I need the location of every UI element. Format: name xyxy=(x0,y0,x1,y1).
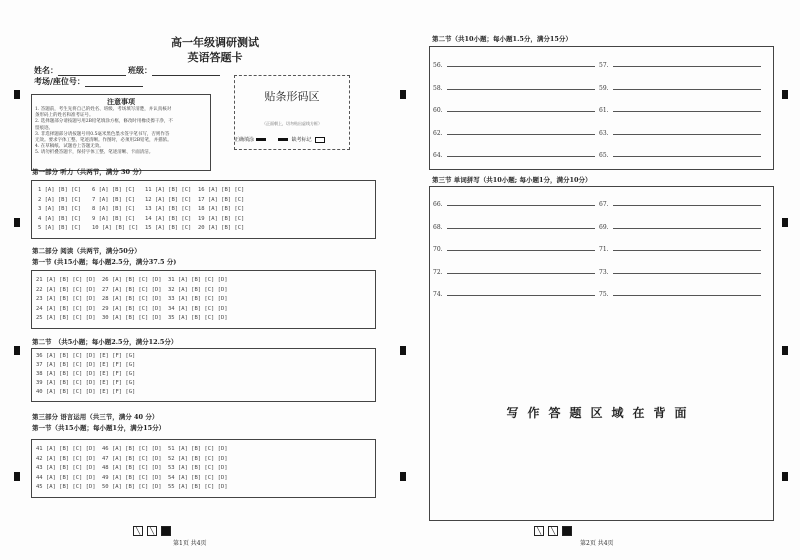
answer-line[interactable] xyxy=(599,130,761,137)
answer-option-row[interactable] xyxy=(36,484,96,490)
question-number: 22 xyxy=(36,286,43,293)
answer-underline[interactable] xyxy=(613,201,761,206)
question-number: 5 xyxy=(38,225,42,231)
question-number: 13 xyxy=(145,206,152,212)
question-number: 15 xyxy=(145,225,152,231)
question-number: 16 xyxy=(198,187,205,193)
question-number: 62. xyxy=(433,129,443,137)
notice-line: 3. 非选择题部分请按题号用0.5毫米黑色墨水签字笔书写，否则作答 xyxy=(35,131,170,137)
answer-option-row[interactable] xyxy=(92,206,135,212)
answer-option-row[interactable] xyxy=(36,475,96,481)
answer-option-row[interactable] xyxy=(102,306,162,312)
answer-option-row[interactable] xyxy=(168,446,228,452)
question-number: 61. xyxy=(599,107,609,114)
answer-option-row[interactable] xyxy=(198,225,244,231)
option-brackets[interactable]: [A] [B] [C] [D] [E] [F] [G] xyxy=(45,371,136,377)
answer-line[interactable] xyxy=(433,246,595,253)
registration-mark xyxy=(400,90,406,99)
answer-option-row[interactable] xyxy=(102,456,162,462)
question-number: 46 xyxy=(102,446,109,452)
option-brackets[interactable]: [A] [B] [C] [D] xyxy=(177,446,228,452)
option-brackets[interactable]: [A] [B] [C] [D] xyxy=(177,277,228,283)
page-subtitle: 英语答题卡 xyxy=(187,51,243,64)
question-number: 72. xyxy=(433,268,443,276)
question-number: 11 xyxy=(145,187,152,193)
answer-option-row[interactable] xyxy=(36,287,96,293)
answer-line[interactable] xyxy=(433,62,595,69)
answer-option-row[interactable] xyxy=(36,296,96,302)
option-brackets[interactable]: [A] [B] [C] xyxy=(98,206,136,212)
answer-option-row[interactable] xyxy=(102,287,162,293)
question-number: 69. xyxy=(599,223,609,231)
name-field[interactable] xyxy=(34,65,126,76)
question-number: 45 xyxy=(36,484,43,490)
question-number: 7 xyxy=(92,196,96,203)
answer-option-row[interactable] xyxy=(198,197,244,203)
answer-option-row[interactable] xyxy=(38,225,81,231)
notice-line: 4. 在草稿纸、试题卷上答题无效。 xyxy=(35,144,104,150)
spelling-box xyxy=(429,186,774,521)
answer-option-row[interactable] xyxy=(145,197,191,203)
registration-mark xyxy=(782,218,788,227)
registration-mark xyxy=(14,472,20,481)
question-number: 56. xyxy=(433,62,443,69)
answer-option-row[interactable] xyxy=(38,197,81,203)
notice-line: 2. 选择题部分请按题号用2B铅笔填涂方框，修改时用橡皮擦干净，不 xyxy=(35,119,173,125)
question-number: 74. xyxy=(433,291,443,298)
answer-underline[interactable] xyxy=(447,85,595,90)
option-brackets[interactable]: [A] [B] [C] [D] xyxy=(45,446,96,452)
question-number: 29 xyxy=(102,305,109,312)
question-number: 33 xyxy=(168,296,175,302)
notice-line: 条形码上的姓名和准考证号。 xyxy=(35,113,94,119)
answer-line[interactable] xyxy=(433,291,595,298)
question-number: 60. xyxy=(433,107,443,114)
question-number: 47 xyxy=(102,455,109,462)
class-label: 班级： xyxy=(128,65,152,75)
question-number: 67. xyxy=(599,201,609,208)
notice-line: 5. 请勿折叠答题卡，保持字体工整、笔迹清晰、卡面清洁。 xyxy=(35,150,154,156)
option-brackets[interactable]: [A] [B] [C] xyxy=(44,187,82,193)
room-seat-label: 考场/座位号： xyxy=(34,76,85,86)
answer-option-row[interactable] xyxy=(168,456,228,462)
question-number: 52 xyxy=(168,455,175,462)
question-number: 25 xyxy=(36,315,43,321)
answer-option-row[interactable] xyxy=(198,206,244,212)
answer-option-row[interactable] xyxy=(36,456,96,462)
class-field[interactable] xyxy=(128,65,220,76)
answer-option-row[interactable] xyxy=(145,216,191,222)
answer-option-row[interactable] xyxy=(38,187,81,193)
answer-option-row[interactable] xyxy=(92,187,135,193)
notice-line: 留痕迹。 xyxy=(35,125,53,131)
answer-line[interactable] xyxy=(599,246,761,253)
part1-heading: 第一部分 听力（共两节，满分 30 分） xyxy=(32,168,146,176)
writing-on-back-notice: 写作答题区域在背面 xyxy=(506,406,696,420)
option-brackets[interactable]: [A] [B] [C] [D] xyxy=(111,286,162,293)
answer-option-row[interactable] xyxy=(102,315,162,321)
option-brackets[interactable]: [A] [B] [C] [D] xyxy=(111,296,162,302)
missing-mark-label: 缺考标记 xyxy=(291,137,312,143)
option-brackets[interactable]: [A] [B] [C] [D] xyxy=(111,315,162,321)
question-number: 39 xyxy=(36,380,43,386)
question-number: 17 xyxy=(198,196,205,203)
answer-underline[interactable] xyxy=(613,224,761,229)
question-number: 3 xyxy=(38,206,42,212)
answer-option-row[interactable] xyxy=(36,380,135,386)
answer-option-row[interactable] xyxy=(168,315,228,321)
answer-line[interactable] xyxy=(433,152,595,159)
registration-mark xyxy=(782,346,788,355)
right-sec3-heading: 第三节 单词拼写（共10小题; 每小题1分，满分10分） xyxy=(432,176,592,184)
question-number: 34 xyxy=(168,305,175,312)
registration-mark xyxy=(400,472,406,481)
question-number: 66. xyxy=(433,201,443,208)
answer-option-row[interactable] xyxy=(36,371,135,377)
answer-line[interactable] xyxy=(599,152,761,159)
answer-line[interactable] xyxy=(599,224,761,231)
option-brackets[interactable]: [A] [B] [C] [D] xyxy=(177,286,228,293)
filled-swatch-icon xyxy=(256,138,266,141)
answer-option-row[interactable] xyxy=(92,225,138,231)
option-brackets[interactable]: [A] [B] [C] [D] xyxy=(177,315,228,321)
barcode-label: 贴条形码区 xyxy=(264,90,320,103)
option-brackets[interactable]: [A] [B] [C] [D] xyxy=(45,315,96,321)
question-number: 55 xyxy=(168,484,175,490)
answer-option-row[interactable] xyxy=(36,306,96,312)
page-marker-icon: ╲ xyxy=(548,526,558,536)
question-number: 23 xyxy=(36,296,43,302)
answer-line[interactable] xyxy=(599,201,761,208)
option-brackets[interactable]: [A] [B] [C] [D] xyxy=(111,465,162,471)
question-number: 14 xyxy=(145,215,152,222)
question-number: 54 xyxy=(168,474,175,481)
answer-line[interactable] xyxy=(433,107,595,114)
registration-mark xyxy=(782,90,788,99)
answer-option-row[interactable] xyxy=(168,277,228,283)
question-number: 30 xyxy=(102,315,109,321)
page-marker-icon: ╲ xyxy=(147,526,157,536)
question-number: 12 xyxy=(145,196,152,203)
footer-left-page: 第1页 共4页 xyxy=(173,540,207,547)
registration-mark xyxy=(14,218,20,227)
answer-line[interactable] xyxy=(599,291,761,298)
answer-underline[interactable] xyxy=(613,130,761,135)
option-brackets[interactable]: [A] [B] [C] [D] xyxy=(111,305,162,312)
part2-sec1-heading: 第一节 (共15小题；每小题2.5分，满分37.5 分) xyxy=(32,258,177,266)
answer-option-row[interactable] xyxy=(36,362,135,368)
question-number: 64. xyxy=(433,152,443,159)
question-number: 51 xyxy=(168,446,175,452)
question-number: 32 xyxy=(168,286,175,293)
option-brackets[interactable]: [A] [B] [C] [D] [E] [F] [G] xyxy=(45,380,136,386)
answer-line[interactable] xyxy=(433,85,595,92)
page-marker-icon xyxy=(161,526,171,536)
question-number: 21 xyxy=(36,277,43,283)
option-brackets[interactable]: [A] [B] [C] xyxy=(154,196,192,203)
option-brackets[interactable]: [A] [B] [C] xyxy=(98,215,136,222)
question-number: 75. xyxy=(599,291,609,298)
registration-mark xyxy=(14,90,20,99)
answer-option-row[interactable] xyxy=(168,306,228,312)
question-number: 44 xyxy=(36,474,43,481)
question-number: 6 xyxy=(92,187,96,193)
answer-option-row[interactable] xyxy=(168,287,228,293)
question-number: 65. xyxy=(599,152,609,159)
question-number: 20 xyxy=(198,225,205,231)
answer-option-row[interactable] xyxy=(145,187,191,193)
answer-underline[interactable] xyxy=(613,291,761,296)
option-brackets[interactable]: [A] [B] [C] [D] xyxy=(111,484,162,490)
answer-option-row[interactable] xyxy=(92,197,135,203)
answer-underline[interactable] xyxy=(613,246,761,251)
option-brackets[interactable]: [A] [B] [C] [D] xyxy=(45,286,96,293)
notice-line: 无效。要求字体工整、笔迹清晰。作图时，必须用2B铅笔，并描浓。 xyxy=(35,138,172,144)
registration-mark xyxy=(782,472,788,481)
question-number: 48 xyxy=(102,465,109,471)
question-number: 73. xyxy=(599,268,609,276)
barcode-hint: （正面朝上，切勿贴出虚线方框） xyxy=(262,121,322,126)
answer-underline[interactable] xyxy=(613,85,761,90)
notice-line: 1. 答题前，考生先将自己的姓名、班级、考场填写清楚，并认真核对 xyxy=(35,107,172,112)
answer-option-row[interactable] xyxy=(145,206,191,212)
answer-line[interactable] xyxy=(599,269,761,276)
answer-line[interactable] xyxy=(433,130,595,137)
question-number: 57. xyxy=(599,62,609,69)
answer-underline[interactable] xyxy=(447,152,595,157)
option-brackets[interactable]: [A] [B] [C] [D] xyxy=(177,474,228,481)
option-brackets[interactable]: [A] [B] [C] xyxy=(44,206,82,212)
answer-underline[interactable] xyxy=(613,152,761,157)
name-label: 姓名： xyxy=(34,65,58,75)
option-brackets[interactable]: [A] [B] [C] [D] xyxy=(111,455,162,462)
option-brackets[interactable]: [A] [B] [C] xyxy=(154,225,192,231)
fill-legend xyxy=(234,136,325,143)
option-brackets[interactable]: [A] [B] [C] xyxy=(154,187,192,193)
option-brackets[interactable]: [A] [B] [C] [D] xyxy=(177,305,228,312)
question-number: 35 xyxy=(168,315,175,321)
option-brackets[interactable]: [A] [B] [C] [D] xyxy=(45,277,96,283)
option-brackets[interactable]: [A] [B] [C] xyxy=(44,215,82,222)
question-number: 18 xyxy=(198,206,205,212)
question-number: 19 xyxy=(198,215,205,222)
answer-line[interactable] xyxy=(599,107,761,114)
option-brackets[interactable]: [A] [B] [C] [D] xyxy=(111,474,162,481)
notice-box xyxy=(31,94,211,171)
answer-option-row[interactable] xyxy=(36,446,96,452)
question-number: 38 xyxy=(36,371,43,377)
option-brackets[interactable]: [A] [B] [C] [D] xyxy=(177,296,228,302)
question-number: 37 xyxy=(36,362,43,368)
answer-option-row[interactable] xyxy=(102,446,162,452)
question-number: 71. xyxy=(599,246,609,253)
option-brackets[interactable]: [A] [B] [C] xyxy=(207,215,245,222)
correct-fill-label: 正确填涂 xyxy=(234,137,255,143)
question-number: 26 xyxy=(102,277,109,283)
option-brackets[interactable]: [A] [B] [C] [D] [E] [F] [G] xyxy=(45,362,136,368)
answer-option-row[interactable] xyxy=(36,277,96,283)
answer-underline[interactable] xyxy=(447,224,595,229)
option-brackets[interactable]: [A] [B] [C] [D] xyxy=(111,277,162,283)
option-brackets[interactable]: [A] [B] [C] xyxy=(207,225,245,231)
option-brackets[interactable]: [A] [B] [C] xyxy=(98,196,136,203)
question-number: 36 xyxy=(36,353,43,359)
question-number: 53 xyxy=(168,465,175,471)
question-number: 59. xyxy=(599,84,609,92)
option-brackets[interactable]: [A] [B] [C] xyxy=(207,187,245,193)
answer-line[interactable] xyxy=(433,201,595,208)
option-brackets[interactable]: [A] [B] [C] [D] xyxy=(177,455,228,462)
page-title: 高一年级调研测试 xyxy=(171,36,259,49)
question-number: 31 xyxy=(168,277,175,283)
notice-title: 注意事项 xyxy=(107,97,135,106)
answer-option-row[interactable] xyxy=(198,216,244,222)
question-number: 50 xyxy=(102,484,109,490)
page-marker-icon: ╲ xyxy=(534,526,544,536)
answer-option-row[interactable] xyxy=(102,296,162,302)
missing-checkbox[interactable] xyxy=(315,137,325,143)
option-brackets[interactable]: [A] [B] [C] [D] xyxy=(111,446,162,452)
question-number: 42 xyxy=(36,455,43,462)
answer-underline[interactable] xyxy=(447,269,595,274)
answer-option-row[interactable] xyxy=(168,465,228,471)
answer-option-row[interactable] xyxy=(168,296,228,302)
option-brackets[interactable]: [A] [B] [C] xyxy=(44,225,82,231)
answer-underline[interactable] xyxy=(447,107,595,112)
footer-right-page: 第2页 共4页 xyxy=(580,540,614,547)
part2-heading: 第二部分 阅读（共两节，满分50分） xyxy=(32,247,141,255)
answer-line[interactable] xyxy=(433,269,595,276)
question-number: 2 xyxy=(38,196,42,203)
question-number: 4 xyxy=(38,215,42,222)
option-brackets[interactable]: [A] [B] [C] [D] [E] [F] [G] xyxy=(45,353,136,359)
question-number: 1 xyxy=(38,187,42,193)
answer-option-row[interactable] xyxy=(168,484,228,490)
question-number: 27 xyxy=(102,286,109,293)
answer-option-row[interactable] xyxy=(168,475,228,481)
answer-option-row[interactable] xyxy=(36,465,96,471)
answer-underline[interactable] xyxy=(447,291,595,296)
question-number: 49 xyxy=(102,474,109,481)
option-brackets[interactable]: [A] [B] [C] [D] xyxy=(177,484,228,490)
answer-option-row[interactable] xyxy=(102,465,162,471)
part3-heading: 第三部分 语言运用（共三节，满分 40 分） xyxy=(32,413,159,421)
option-brackets[interactable]: [A] [B] [C] xyxy=(154,206,192,212)
answer-underline[interactable] xyxy=(613,62,761,67)
registration-mark xyxy=(14,346,20,355)
answer-underline[interactable] xyxy=(447,130,595,135)
option-brackets[interactable]: [A] [B] [C] xyxy=(98,187,136,193)
option-brackets[interactable]: [A] [B] [C] xyxy=(207,196,245,203)
answer-option-row[interactable] xyxy=(36,389,135,395)
question-number: 63. xyxy=(599,129,609,137)
option-brackets[interactable]: [A] [B] [C] xyxy=(154,215,192,222)
question-number: 70. xyxy=(433,246,443,253)
answer-underline[interactable] xyxy=(447,246,595,251)
registration-mark xyxy=(400,346,406,355)
option-brackets[interactable]: [A] [B] [C] [D] xyxy=(45,484,96,490)
answer-line[interactable] xyxy=(599,85,761,92)
question-number: 68. xyxy=(433,223,443,231)
answer-option-row[interactable] xyxy=(102,475,162,481)
answer-option-row[interactable] xyxy=(36,353,135,359)
answer-underline[interactable] xyxy=(613,269,761,274)
answer-underline[interactable] xyxy=(447,201,595,206)
part3-sec1-heading: 第一节（共15小题；每小题1分，满分15分） xyxy=(32,424,166,432)
answer-option-row[interactable] xyxy=(92,216,135,222)
question-number: 9 xyxy=(92,215,96,222)
option-brackets[interactable]: [A] [B] [C] [D] xyxy=(45,296,96,302)
option-brackets[interactable]: [A] [B] [C] [D] xyxy=(45,305,96,312)
answer-underline[interactable] xyxy=(613,107,761,112)
answer-option-row[interactable] xyxy=(36,315,96,321)
room-seat-field[interactable] xyxy=(34,76,143,87)
option-brackets[interactable]: [A] [B] [C] [D] [E] [F] [G] xyxy=(45,389,136,395)
option-brackets[interactable]: [A] [B] [C] [D] xyxy=(45,474,96,481)
answer-option-row[interactable] xyxy=(102,277,162,283)
question-number: 43 xyxy=(36,465,43,471)
page-marker-icon: ╲ xyxy=(133,526,143,536)
page-marker-icon xyxy=(562,526,572,536)
answer-line[interactable] xyxy=(599,62,761,69)
part2-sec2-heading: 第二节 （共5小题；每小题2.5分，满分12.5分） xyxy=(32,338,178,346)
answer-option-row[interactable] xyxy=(38,206,81,212)
answer-option-row[interactable] xyxy=(102,484,162,490)
option-brackets[interactable]: [A] [B] [C] xyxy=(207,206,245,212)
answer-option-row[interactable] xyxy=(145,225,191,231)
question-number: 58. xyxy=(433,84,443,92)
answer-option-row[interactable] xyxy=(38,216,81,222)
option-brackets[interactable]: [A] [B] [C] [D] xyxy=(177,465,228,471)
option-brackets[interactable]: [A] [B] [C] [D] xyxy=(45,465,96,471)
option-brackets[interactable]: [A] [B] [C] xyxy=(44,196,82,203)
question-number: 10 xyxy=(92,225,99,231)
question-number: 24 xyxy=(36,305,43,312)
right-sec2-heading: 第二节（共10小题；每小题1.5分，满分15分） xyxy=(432,35,572,43)
option-brackets[interactable]: [A] [B] [C] xyxy=(101,225,139,231)
question-number: 40 xyxy=(36,389,43,395)
question-number: 28 xyxy=(102,296,109,302)
answer-line[interactable] xyxy=(433,224,595,231)
answer-underline[interactable] xyxy=(447,62,595,67)
option-brackets[interactable]: [A] [B] [C] [D] xyxy=(45,455,96,462)
question-number: 8 xyxy=(92,206,96,212)
question-number: 41 xyxy=(36,446,43,452)
filled-swatch-icon xyxy=(278,138,288,141)
answer-option-row[interactable] xyxy=(198,187,244,193)
